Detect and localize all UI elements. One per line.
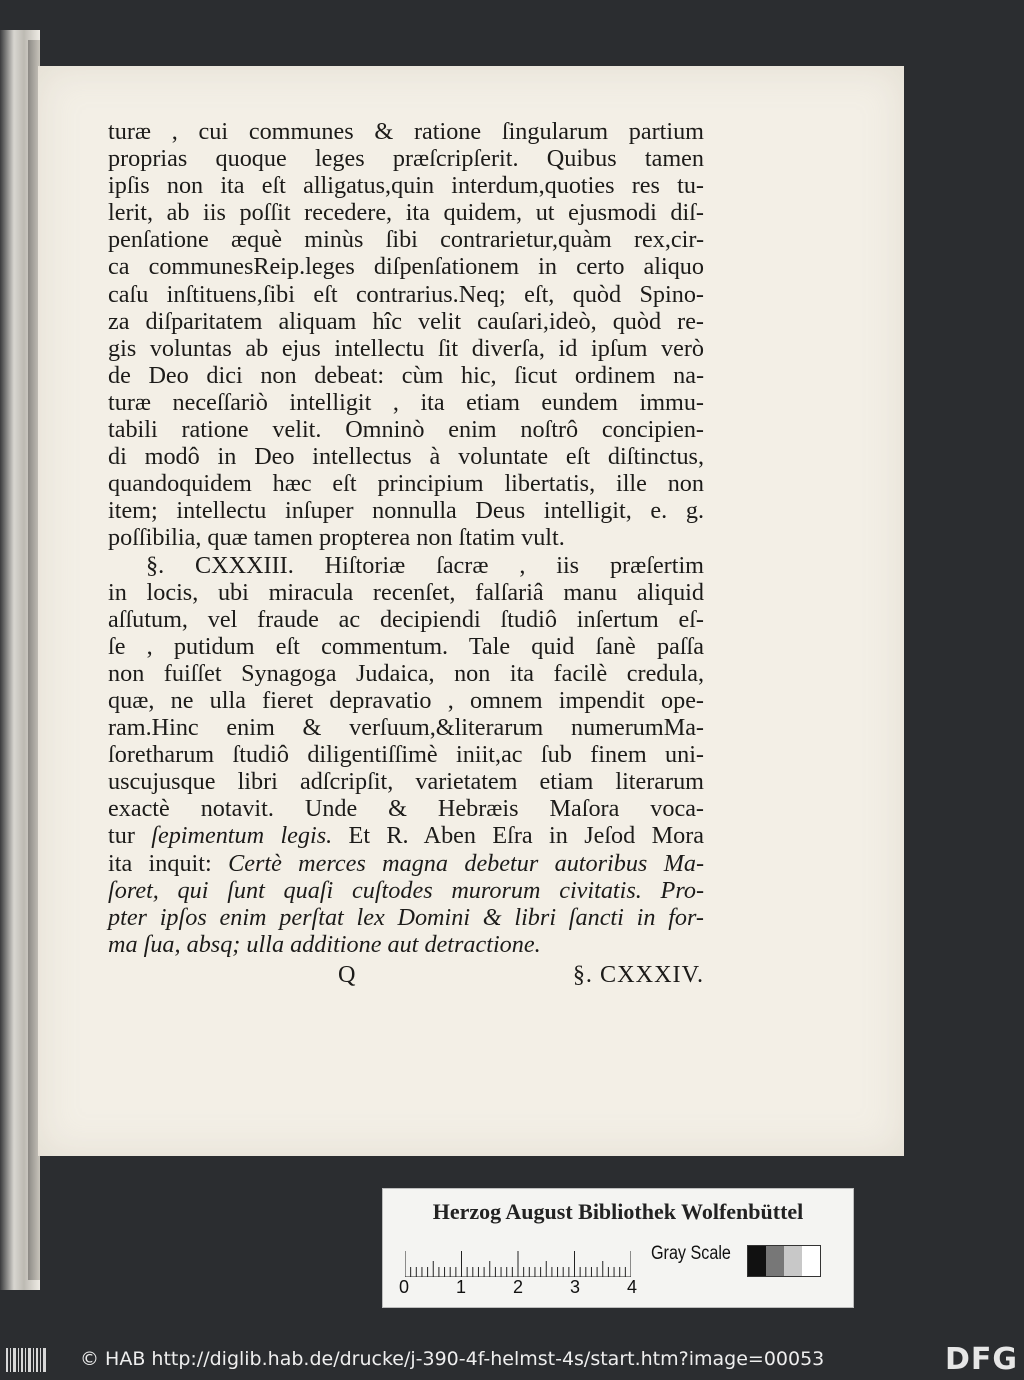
italic-run: Certè merces magna debetur autoribus Ma- [228,849,704,877]
italic-run: ſepimentum legis. [151,822,333,850]
barcode-icon [6,1348,48,1372]
italic-line: pter ipſos enim perſtat lex Domini & libri ſancti in for- [108,903,704,931]
ruler-labels [399,1277,649,1297]
text-line: aſſutum, vel fraude ac decipiendi ſtudiô inſertum eſ- [108,605,704,633]
gray-swatch [748,1246,766,1276]
gray-swatch [784,1246,802,1276]
gray-swatch [766,1246,784,1276]
ruler-label: 0 [399,1277,410,1297]
text-line: quæ, ne ulla fieret depravatio , omnem impendit ope- [108,686,704,714]
ruler-scale [405,1251,631,1277]
ruler-label: 1 [456,1277,467,1297]
gray-scale-label: Gray Scale [651,1243,731,1264]
text-run: tur [108,822,152,850]
italic-line: ſoret, qui ſunt quaſi cuſtodes murorum civitatis. Pro- [108,876,704,904]
text-line: ſoretharum ſtudiô diligentiſſimè iniit,ac ſub finem uni- [108,741,704,769]
text-line: item; intellectu inſuper nonnulla Deus intelligit, e. g. [108,497,704,525]
text-line: gis voluntas ab ejus intellectu ſit diverſa, id ipſum verò [108,334,704,362]
ruler-label: 3 [570,1277,581,1297]
text-line: non fuiſſet Synagoga Judaica, non ita facilè credula, [108,659,704,687]
text-line: ram.Hinc enim & verſuum,&literarum numerumMa- [108,714,704,742]
text-line: turæ , cui communes & ratione ſingularum partium [108,118,704,145]
text-line: di modô in Deo intellectus à voluntate eſt diſtinctus, [108,443,704,471]
color-scale-card [382,1188,854,1308]
text-line: exactè notavit. Unde & Hebræis Maſora voca- [108,795,704,823]
gray-swatch [802,1246,820,1276]
text-line: poſſibilia, quæ tamen propterea non ſtatim vult. [108,524,565,552]
dfg-logo: DFG [944,1342,1018,1377]
text-line: ſe , putidum eſt commentum. Tale quid ſanè paſſa [108,632,704,660]
signature-mark: Q [338,961,356,988]
text-line: ipſis non ita eſt alligatus,quin interdum,quoties res tu- [108,172,704,200]
text-line: quandoquidem hæc eſt principium libertatis, ille non [108,470,704,498]
italic-line: ma ſua, absq; ulla additione aut detractione. [108,930,541,958]
copyright-link[interactable]: © HAB http://diglib.hab.de/drucke/j-390-4f-helmst-4s/start.htm?image=00053 [80,1348,825,1370]
text-line: proprias quoque leges præſcripſerit. Quibus tamen [108,145,704,173]
text-line: uscujusque libri adſcripſit, varietatem etiam literarum [108,768,704,796]
text-line: caſu inſtituens,ſibi eſt contrarius.Neq; eſt, quòd Spino- [108,280,704,308]
text-line: tabili ratione velit. Omninò enim noſtrô concipien- [108,416,704,444]
gray-scale-bar [747,1245,821,1277]
ruler-label: 4 [627,1277,638,1297]
section-heading-line: §. CXXXIII. Hiſtoriæ ſacræ , iis præſertim [146,551,704,579]
text-line: turæ neceſſariò intelligit , ita etiam eundem immu- [108,388,704,416]
text-line-mixed [108,822,704,849]
text-line: de Deo dici non debeat: cùm hic, ſicut ordinem na- [108,361,704,389]
text-run: Et R. Aben Eſra in Jeſod Mora [332,822,705,850]
catchword: §. CXXXIV. [572,961,704,988]
ruler-label: 2 [513,1277,524,1297]
text-line-mixed [108,850,704,877]
book-page [38,66,904,1156]
text-line: za diſparitatem aliquam hîc velit cauſari,ideò, quòd re- [108,307,704,335]
text-run: ita inquit: [108,849,229,877]
text-line: ca communesReip.leges diſpenſationem in certo aliquo [108,253,704,281]
text-line: penſatione æquè minùs ſibi contrarietur,quàm rex,cir- [108,226,704,254]
page-text [108,118,704,958]
text-line: in locis, ubi miracula recenſet, falſariâ manu aliquid [108,578,704,606]
text-line: lerit, ab iis poſſit recedere, ita quidem, ut ejusmodi diſ- [108,199,704,227]
footer-bar [0,1340,1024,1380]
library-title: Herzog August Bibliothek Wolfenbüttel [432,1199,804,1224]
